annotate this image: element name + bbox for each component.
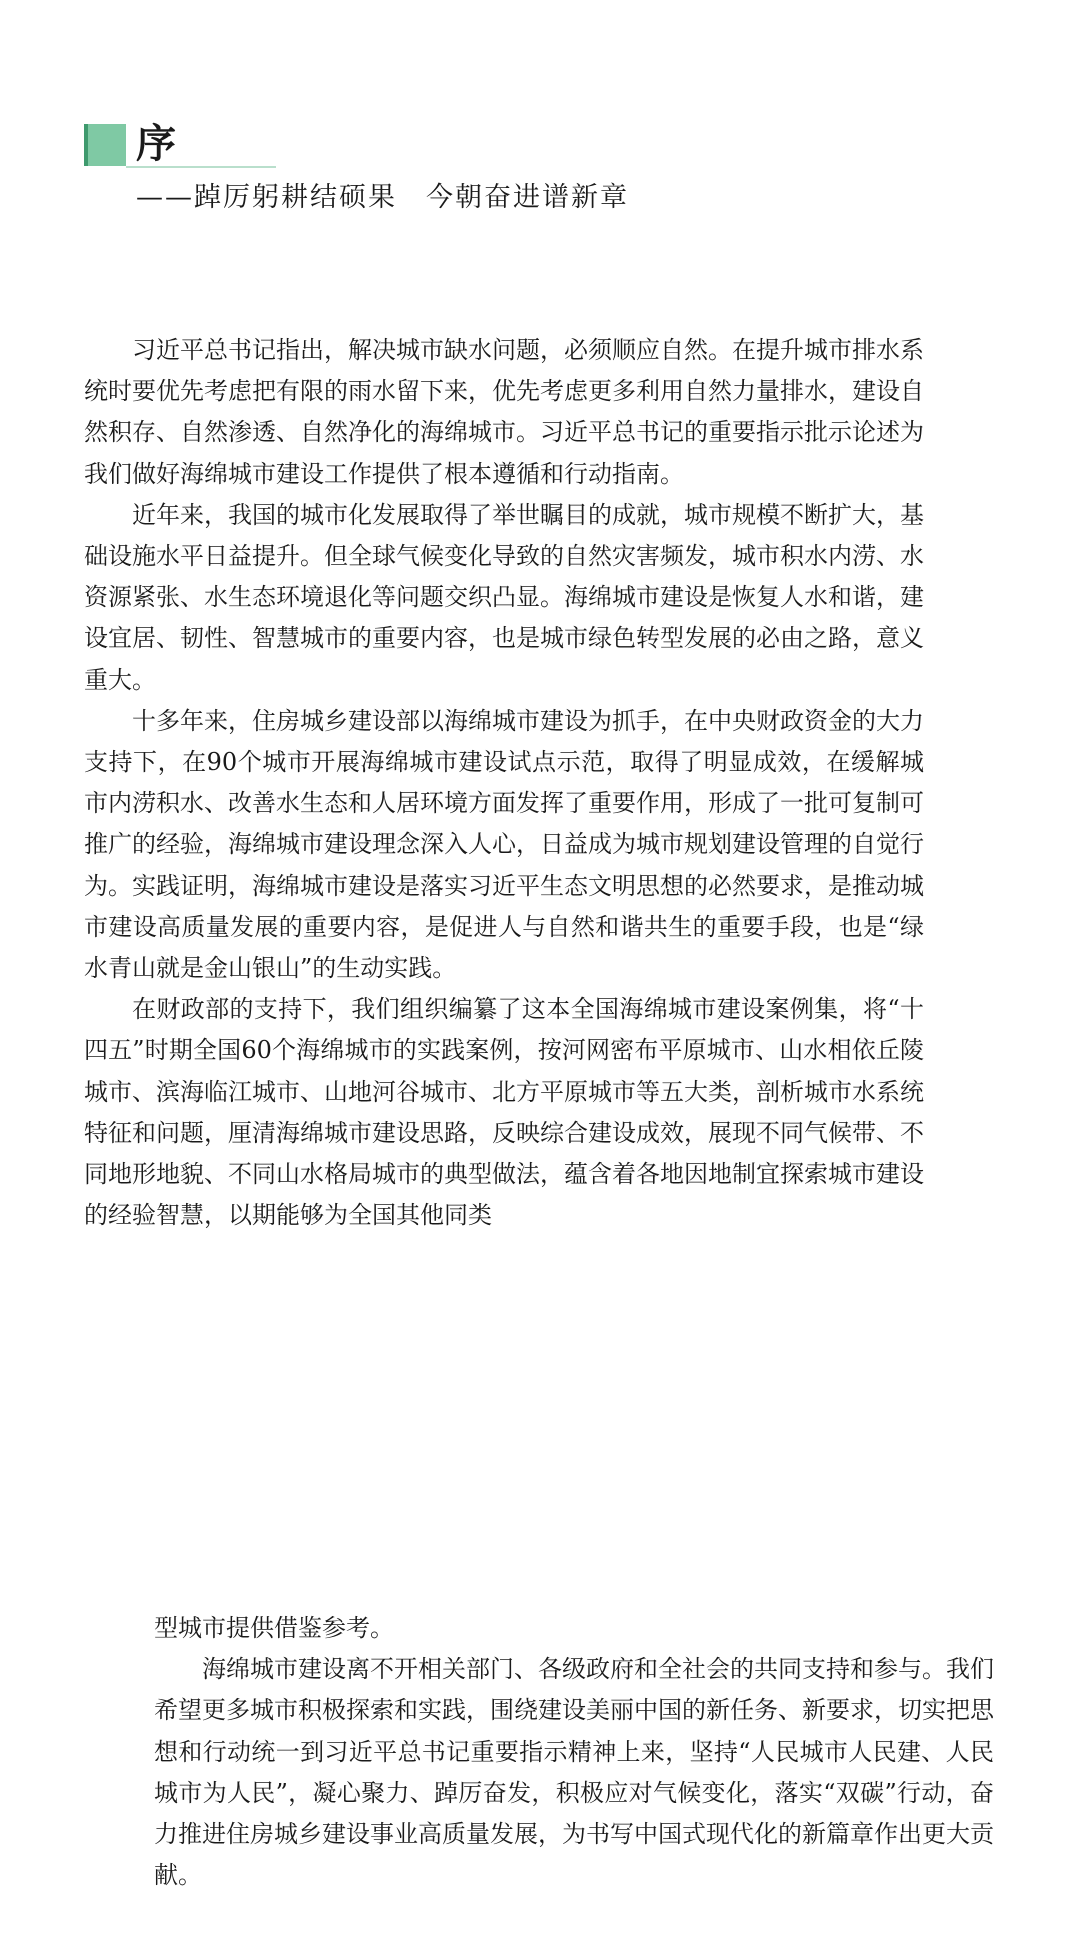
page-title: 序 [136, 121, 176, 167]
paragraph: 近年来，我国的城市化发展取得了举世瞩目的成就，城市规模不断扩大，基础设施水平日益提升。但全球气候变化导致的自然灾害频发，城市积水内涝、水资源紧张、水生态环境退化等问题交织凸显。海绵城市建设是恢复人水和谐，建设宜居、韧性、智慧城市的重要内容，也是城市绿色转型发展的必由之路，意义重大。 [84, 500, 924, 694]
paragraph: 海绵城市建设离不开相关部门、各级政府和全社会的共同支持和参与。我们希望更多城市积极探索和实践，围绕建设美丽中国的新任务、新要求，切实把思想和行动统一到习近平总书记重要指示精神上来，坚持“人民城市人民建、人民城市为人民”，凝心聚力、踔厉奋发，积极应对气候变化，落实“双碳”行动，奋力推进住房城乡建设事业高质量发展，为书写中国式现代化的新篇章作出更大贡献。 [154, 1655, 994, 1890]
paragraph: 习近平总书记指出，解决城市缺水问题，必须顺应自然。在提升城市排水系统时要优先考虑把有限的雨水留下来，优先考虑更多利用自然力量排水，建设自然积存、自然渗透、自然净化的海绵城市。习近平总书记的重要指示批示论述为我们做好海绵城市建设工作提供了根本遵循和行动指南。 [84, 336, 924, 488]
page-subtitle: ——踔厉躬耕结硕果 今朝奋进谱新章 [136, 182, 629, 213]
body-text-page-1 [84, 330, 924, 1236]
body-text-page-2 [154, 1608, 994, 1896]
paragraph-continuation: 型城市提供借鉴参考。 [154, 1614, 394, 1642]
section-marker-icon [84, 124, 126, 166]
paragraph: 在财政部的支持下，我们组织编纂了这本全国海绵城市建设案例集，将“十四五”时期全国60个海绵城市的实践案例，按河网密布平原城市、山水相依丘陵城市、滨海临江城市、山地河谷城市、北方平原城市等五大类，剖析城市水系统特征和问题，厘清海绵城市建设思路，反映综合建设成效，展现不同气候带、不同地形地貌、不同山水格局城市的典型做法，蕴含着各地因地制宜探索城市建设的经验智慧，以期能够为全国其他同类 [84, 995, 924, 1230]
paragraph: 十多年来，住房城乡建设部以海绵城市建设为抓手，在中央财政资金的大力支持下，在90个城市开展海绵城市建设试点示范，取得了明显成效，在缓解城市内涝积水、改善水生态和人居环境方面发挥了重要作用，形成了一批可复制可推广的经验，海绵城市建设理念深入人心，日益成为城市规划建设管理的自觉行为。实践证明，海绵城市建设是落实习近平生态文明思想的必然要求，是推动城市建设高质量发展的重要内容，是促进人与自然和谐共生的重要手段，也是“绿水青山就是金山银山”的生动实践。 [84, 706, 924, 983]
